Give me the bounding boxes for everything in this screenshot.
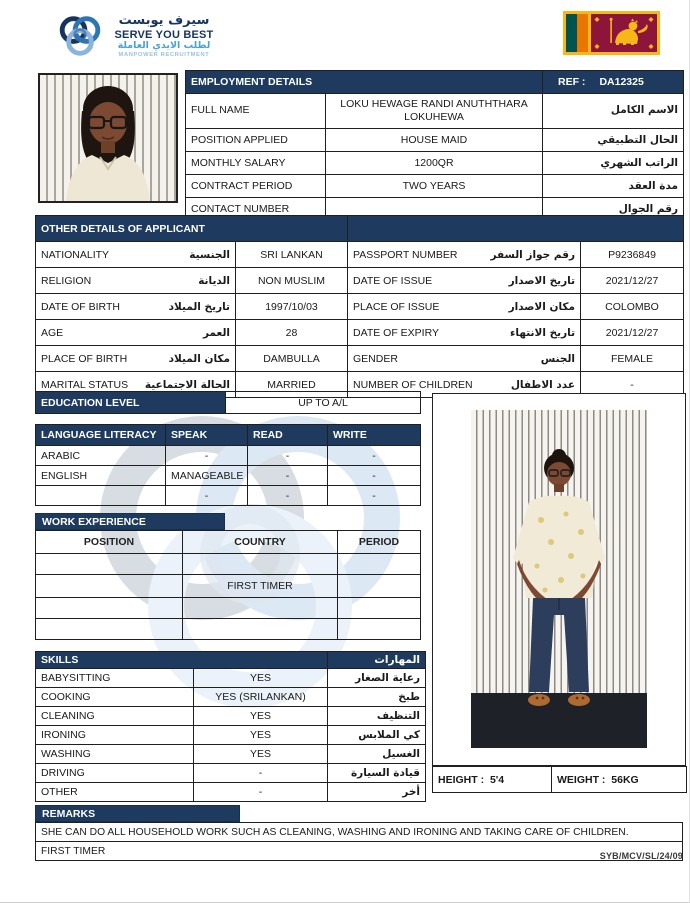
arabic-write-value: -	[328, 446, 421, 466]
logo-rings-icon	[53, 8, 107, 64]
table-row	[36, 575, 421, 598]
remarks-title: REMARKS	[35, 805, 240, 822]
experience-cell	[338, 554, 421, 575]
applicant-portrait-photo	[38, 73, 178, 203]
experience-cell	[36, 554, 183, 575]
english-language-label: ENGLISH	[36, 466, 166, 486]
date-of-birth-label: DATE OF BIRTH	[41, 300, 120, 313]
table-row	[36, 745, 426, 764]
passport-number-label: PASSPORT NUMBER	[353, 248, 458, 261]
language-literacy-section	[35, 424, 420, 506]
ref-label: REF :	[558, 76, 586, 88]
english-speak-value: MANAGEABLE	[166, 466, 248, 486]
table-row	[36, 783, 426, 802]
experience-cell	[338, 575, 421, 598]
gender-label: GENDER	[353, 352, 398, 365]
cooking-label: COOKING	[36, 688, 194, 707]
education-level-label: EDUCATION LEVEL	[36, 392, 226, 414]
brand-arabic-tagline: لطلب الايدي العاملة	[117, 39, 211, 51]
sri-lanka-flag-icon	[563, 11, 660, 55]
empty-read-value: -	[248, 486, 328, 506]
brand-arabic-name: سيرف يوبست	[118, 13, 210, 29]
experience-cell	[183, 554, 338, 575]
nationality-arabic: الجنسية	[189, 248, 230, 261]
table-row	[36, 619, 421, 640]
place-of-birth-arabic: مكان الميلاد	[168, 352, 230, 365]
age-value: 28	[236, 320, 348, 346]
table-row	[36, 598, 421, 619]
table-row	[36, 294, 684, 320]
empty-write-value: -	[328, 486, 421, 506]
fullbody-figure-icon	[471, 410, 647, 748]
ironing-value: YES	[194, 726, 328, 745]
position-applied-arabic: الحال التطبيقي	[543, 129, 684, 152]
passport-number-value: P9236849	[581, 242, 684, 268]
place-of-birth-label: PLACE OF BIRTH	[41, 352, 128, 365]
experience-cell	[36, 575, 183, 598]
cooking-value: YES (SRILANKAN)	[194, 688, 328, 707]
period-header: PERIOD	[338, 531, 421, 554]
other-skill-arabic: أخر	[328, 783, 426, 802]
remarks-line-1: SHE CAN DO ALL HOUSEHOLD WORK SUCH AS CLEANING, WASHING AND IRONING AND TAKING CARE OF CHILDREN.	[36, 823, 683, 842]
date-of-birth-arabic: تاريخ الميلاد	[168, 300, 230, 313]
religion-arabic: الديانة	[198, 274, 230, 287]
document-reference-code: SYB/MCV/SL/24/09	[599, 851, 683, 861]
table-row	[36, 554, 421, 575]
date-of-issue-arabic: تاريخ الاصدار	[508, 274, 576, 287]
full-name-label: FULL NAME	[186, 94, 326, 129]
skills-title-arabic: المهارات	[328, 652, 426, 669]
applicant-fullbody-photo-frame	[432, 393, 686, 766]
table-row	[36, 268, 684, 294]
work-experience-section	[35, 530, 420, 640]
cleaning-arabic: التنظيف	[328, 707, 426, 726]
experience-cell	[338, 619, 421, 640]
arabic-read-value: -	[248, 446, 328, 466]
work-experience-title: WORK EXPERIENCE	[35, 513, 225, 530]
cooking-arabic: طبخ	[328, 688, 426, 707]
read-header: READ	[248, 425, 328, 446]
employment-details-section	[185, 70, 683, 221]
ironing-arabic: كي الملابس	[328, 726, 426, 745]
full-name-value: LOKU HEWAGE RANDI ANUTHTHARA LOKUHEWA	[326, 94, 543, 129]
weight-cell	[552, 767, 687, 793]
number-of-children-arabic: عدد الاطفال	[510, 378, 576, 391]
date-of-issue-value: 2021/12/27	[581, 268, 684, 294]
english-write-value: -	[328, 466, 421, 486]
brand-tagline: MANPOWER RECRUITMENT	[118, 51, 210, 58]
weight-value: 56KG	[611, 773, 639, 786]
contract-period-value: TWO YEARS	[326, 175, 543, 198]
table-row	[36, 669, 426, 688]
brand-name: SERVE YOU BEST	[114, 28, 214, 41]
skills-title: SKILLS	[36, 652, 328, 669]
flag-lion-icon	[591, 14, 657, 52]
table-row	[36, 446, 421, 466]
monthly-salary-arabic: الراتب الشهري	[543, 152, 684, 175]
table-row	[186, 152, 684, 175]
gender-arabic: الجنس	[540, 352, 576, 365]
table-row	[186, 129, 684, 152]
table-row	[36, 823, 683, 842]
passport-number-arabic: رقم جواز السفر	[490, 248, 576, 261]
date-of-expiry-label: DATE OF EXPIRY	[353, 326, 439, 339]
flag-green-stripe	[566, 14, 577, 52]
experience-cell	[183, 598, 338, 619]
experience-cell	[338, 598, 421, 619]
flag-orange-stripe	[577, 14, 588, 52]
marital-status-label: MARITAL STATUS	[41, 378, 129, 391]
country-header: COUNTRY	[183, 531, 338, 554]
number-of-children-label: NUMBER OF CHILDREN	[353, 378, 473, 391]
driving-value: -	[194, 764, 328, 783]
full-name-arabic: الاسم الكامل	[543, 94, 684, 129]
washing-value: YES	[194, 745, 328, 764]
babysitting-arabic: رعاية الصغار	[328, 669, 426, 688]
other-details-title-spacer	[348, 216, 684, 242]
position-header: POSITION	[36, 531, 183, 554]
place-of-issue-label: PLACE OF ISSUE	[353, 300, 440, 313]
first-timer-cell: FIRST TIMER	[183, 575, 338, 598]
remarks-line-2: FIRST TIMER	[36, 842, 683, 861]
driving-label: DRIVING	[36, 764, 194, 783]
speak-header: SPEAK	[166, 425, 248, 446]
position-applied-value: HOUSE MAID	[326, 129, 543, 152]
language-literacy-header: LANGUAGE LITERACY	[36, 425, 166, 446]
ironing-label: IRONING	[36, 726, 194, 745]
monthly-salary-label: MONTHLY SALARY	[186, 152, 326, 175]
date-of-expiry-arabic: تاريخ الانتهاء	[510, 326, 576, 339]
number-of-children-value: -	[581, 372, 684, 398]
contract-period-label: CONTRACT PERIOD	[186, 175, 326, 198]
place-of-birth-value: DAMBULLA	[236, 346, 348, 372]
other-details-section	[35, 215, 683, 398]
applicant-fullbody-photo	[471, 410, 647, 748]
position-applied-label: POSITION APPLIED	[186, 129, 326, 152]
table-row	[186, 175, 684, 198]
babysitting-label: BABYSITTING	[36, 669, 194, 688]
table-row	[36, 707, 426, 726]
write-header: WRITE	[328, 425, 421, 446]
language-empty-label	[36, 486, 166, 506]
arabic-speak-value: -	[166, 446, 248, 466]
table-row	[36, 346, 684, 372]
contact-number-label: CONTACT NUMBER	[186, 198, 326, 221]
driving-arabic: قيادة السيارة	[328, 764, 426, 783]
education-level-value: UP TO A/L	[226, 392, 421, 414]
table-row	[36, 466, 421, 486]
contact-number-arabic: رقم الجوال	[543, 198, 684, 221]
date-of-birth-value: 1997/10/03	[236, 294, 348, 320]
place-of-issue-arabic: مكان الاصدار	[508, 300, 576, 313]
ref-value: DA12325	[599, 76, 644, 88]
nationality-label: NATIONALITY	[41, 248, 110, 261]
other-skill-value: -	[194, 783, 328, 802]
cleaning-value: YES	[194, 707, 328, 726]
age-label: AGE	[41, 326, 64, 339]
table-row	[36, 764, 426, 783]
date-of-issue-label: DATE OF ISSUE	[353, 274, 433, 287]
babysitting-value: YES	[194, 669, 328, 688]
physical-stats-section	[432, 766, 686, 793]
experience-cell	[36, 619, 183, 640]
washing-label: WASHING	[36, 745, 194, 764]
experience-cell	[183, 619, 338, 640]
table-row	[36, 320, 684, 346]
table-row	[36, 486, 421, 506]
place-of-issue-value: COLOMBO	[581, 294, 684, 320]
age-arabic: العمر	[202, 326, 230, 339]
cleaning-label: CLEANING	[36, 707, 194, 726]
monthly-salary-value: 1200QR	[326, 152, 543, 175]
religion-value: NON MUSLIM	[236, 268, 348, 294]
empty-speak-value: -	[166, 486, 248, 506]
marital-status-value: MARRIED	[236, 372, 348, 398]
marital-status-arabic: الحالة الاجتماعية	[144, 378, 230, 391]
skills-section	[35, 651, 425, 802]
height-cell	[433, 767, 552, 793]
portrait-figure-icon	[40, 75, 176, 201]
flag-lion-panel	[591, 14, 657, 52]
date-of-expiry-value: 2021/12/27	[581, 320, 684, 346]
table-row	[36, 726, 426, 745]
ref-cell	[543, 71, 684, 94]
gender-value: FEMALE	[581, 346, 684, 372]
religion-label: RELIGION	[41, 274, 92, 287]
table-row	[36, 242, 684, 268]
table-row	[36, 688, 426, 707]
nationality-value: SRI LANKAN	[236, 242, 348, 268]
english-read-value: -	[248, 466, 328, 486]
height-label: HEIGHT :	[438, 773, 485, 786]
table-row	[186, 94, 684, 129]
employment-details-title: EMPLOYMENT DETAILS	[186, 71, 543, 94]
washing-arabic: الغسيل	[328, 745, 426, 764]
height-value: 5'4	[489, 773, 505, 786]
weight-label: WEIGHT :	[557, 773, 606, 786]
other-skill-label: OTHER	[36, 783, 194, 802]
arabic-language-label: ARABIC	[36, 446, 166, 466]
company-logo	[53, 8, 215, 64]
education-section	[35, 391, 420, 414]
experience-cell	[36, 598, 183, 619]
contract-period-arabic: مدة العقد	[543, 175, 684, 198]
other-details-title: OTHER DETAILS OF APPLICANT	[36, 216, 348, 242]
